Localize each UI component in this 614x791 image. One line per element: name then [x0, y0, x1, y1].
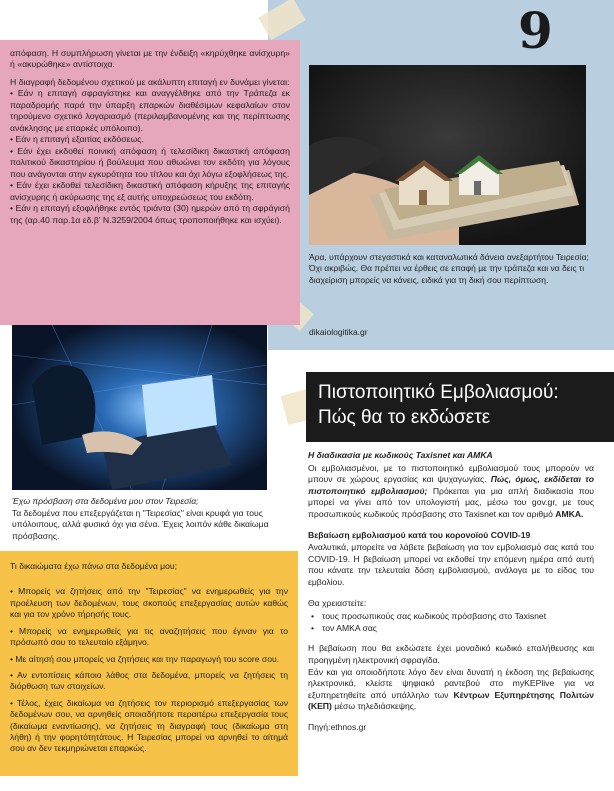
photo-laptop [12, 325, 267, 490]
list-item: • Αν εντοπίσεις κάποιο λάθος στα δεδομένα, μπορείς να ζητήσεις τη διόρθωση των στοιχείων. [10, 669, 288, 692]
caption-text: Άρα, υπάρχουν στεγαστικά και καταναλωτικά δάνεια ανεξαρτήτου Τειρεσία; Όχι ακριβώς. Θα πρέπει να έρθεις σε επαφή με την τράπεζα και να δεις τι διαχείριση μπορείς να κάνεις, ειδικά για τη δική σου περίπτωση. [309, 252, 589, 285]
list-item: • Εάν έχει εκδοθεί τελεσίδικη δικαστική απόφαση κήρυξης της επιταγής ανίσχυρης ή ακύρωσης της εξ αυτής υποχρεώσεως του εκδότη. [10, 180, 290, 202]
section-heading [306, 372, 614, 442]
photo-houses-money [309, 65, 586, 245]
text-emphasis: Κέντρων Εξυπηρέτησης Πολιτών (ΚΕΠ) [308, 689, 595, 712]
source-label: dikaiologitika.gr [309, 327, 368, 337]
list-item: • Με αίτησή σου μπορείς να ζητήσεις και την παραγωγή του score σου. [10, 653, 280, 664]
text-emphasis: ΑΜΚΑ. [555, 508, 584, 519]
page-number: 9 [518, 1, 553, 60]
access-text [12, 496, 272, 542]
text-emphasis: Πώς, όμως, εκδίδεται το πιστοποιητικό εμβολιασμού; [308, 474, 594, 496]
paragraph [308, 667, 594, 713]
text: Πρόκειται για μια απλή διαδικασία που μπορεί να γίνει από τον υπολογιστή μας, μέσω του gov.gr, με τους προσωπικούς κωδικούς πρόσβασης στο Taxisnet και τον αριθμό [308, 485, 595, 519]
vaccination-article [308, 450, 594, 733]
list-item: • Εάν έχει εκδοθεί ποινική απόφαση ή τελεσίδικη δικαστική απόφαση πολιτικού δικαστηρίου ή βούλευμα που αθωώνει τον εκδότη για λόγους που ανάγονται στην εγκυρότητα του τίτλου και όχι λόγω εξοφλήσεως της. [10, 145, 290, 179]
heading-line: Πώς θα το εκδώσετε [318, 407, 491, 429]
paragraph: Η βεβαίωση που θα εκδώσετε έχει μοναδικό κωδικό επαλήθευσης και προηγμένη ηλεκτρονική σφραγίδα. [308, 643, 594, 665]
list-item: • Εάν η επιταγή εξοφλήθηκε εντός τριάντα (30) ημερών από τη σφράγισή της (αρ.40 παρ.1α εδ.β' Ν.3259/2004 όπως τροποποιήθηκε και ισχύει). [10, 203, 290, 225]
list-item: • τον ΑΜΚΑ σας [308, 623, 594, 635]
needs-title: Θα χρειαστείτε: [308, 597, 367, 608]
pink-text-box [0, 40, 300, 325]
list-item: • Μπορείς να ενημερωθείς για τις αναζητήσεις που έγιναν για το πρόσωπό σου το τελευταίο εξάμηνο. [10, 625, 288, 648]
paragraph: Αναλυτικά, μπορείτε να λάβετε βεβαίωση για τον εμβολιασμό σας κατά του COVID-19. Η βεβαίωση μπορεί να εκδοθεί την επόμενη ημέρα από αυτή που κάνατε την τελευταία δόση εμβολιασμού, ανάλογα με το είδος του εμβολίου. [308, 542, 594, 587]
paragraph: απόφαση. Η συμπλήρωση γίνεται με την ένδειξη «κηρύχθηκε ανίσχυρη» ή «ακυρώθηκε» αντίστοιχα. [10, 48, 290, 70]
text: Εάν και για οποιοδήποτε λόγο δεν είναι δυνατή η έκδοση της βεβαίωσης ηλεκτρονικά, κλείστε ψηφιακό ραντεβού στο myKEPlive για να εξυπηρετηθείτε από υπάλληλο των [308, 666, 594, 700]
text: Οι εμβολιασμένοι, με το πιστοποιητικό εμβολιασμού τους μπορούν να μπουν σε χώρους εργασίας και ψυχαγωγίας. [308, 462, 594, 485]
list-item: • Μπορείς να ζητήσεις από την "Τειρεσίας" να ενημερωθείς για την προέλευση των δεδομένων, τους σκοπούς επεξεργασίας αυτών καθώς και για τον χρόνο τήρησής τους. [10, 586, 288, 620]
text: μέσω τηλεδιάσκεψης. [334, 701, 417, 712]
list-item: • Τέλος, έχεις δικαίωμα να ζητήσεις τον περιορισμό επεξεργασίας των δεδομένων σου, να αρνηθείς οποιαδήποτε περαιτέρω επεξεργασία τους (δικαίωμα εναντίωσης), να ζητήσεις τη διαγραφή τους (δικαίωμα στη λήθη) ή την φορητότητάτους. Η Τειρεσίας μπορεί να αρνηθεί το αίτημά σου αν δεν τεκμηριώνεται επαρκώς. [10, 697, 288, 754]
paragraph: Η διαγραφή δεδομένου σχετικού με ακάλυπτη επιταγή εν δυνάμει γίνεται: [10, 76, 290, 87]
yellow-rights-box [0, 551, 298, 776]
box-title: Τι δικαιώματα έχω πάνω στα δεδομένα μου; [10, 561, 177, 571]
list-item: • Εάν η επιταγή σφραγίστηκε και αναγγέλθηκε από την Τράπεζα εκ παραδρομής παρά την ύπαρξη επαρκών διαθέσιμων κεφαλαίων στον τηρούμενο σχετικό λογαριασμό (περιλαμβανομένης και της περίπτωσης ανάκλησης με επαρκές υπόλοιπο). [10, 88, 290, 133]
question: Έχω πρόσβαση στα δεδομένα μου στον Τειρεσία; [12, 496, 199, 506]
answer: Τα δεδομένα που επεξεργάζεται η "Τειρεσίας" είναι κρυφά για τους υπόλοιπους, αλλά φυσικά όχι για σένα. Έχεις λοιπόν κάθε δικαίωμα πρόσβασης. [12, 507, 269, 541]
heading-line: Πιστοποιητικό Εμβολιασμού: [318, 382, 559, 403]
list-item: • Εάν η επιταγή εξαιτίας εκδόσεως. [10, 134, 144, 145]
subheading: Η διαδικασία με κωδικούς Taxisnet και ΑΜΚΑ [308, 450, 493, 460]
paragraph [308, 463, 594, 521]
list-item: • τους προσωπικούς σας κωδικούς πρόσβασης στο Taxisnet [308, 611, 594, 623]
source-label: Πηγή:ethnos.gr [308, 721, 367, 732]
needs-list [308, 611, 594, 634]
subheading: Βεβαίωση εμβολιασμού κατά του κορονοϊού COVID-19 [308, 529, 531, 540]
